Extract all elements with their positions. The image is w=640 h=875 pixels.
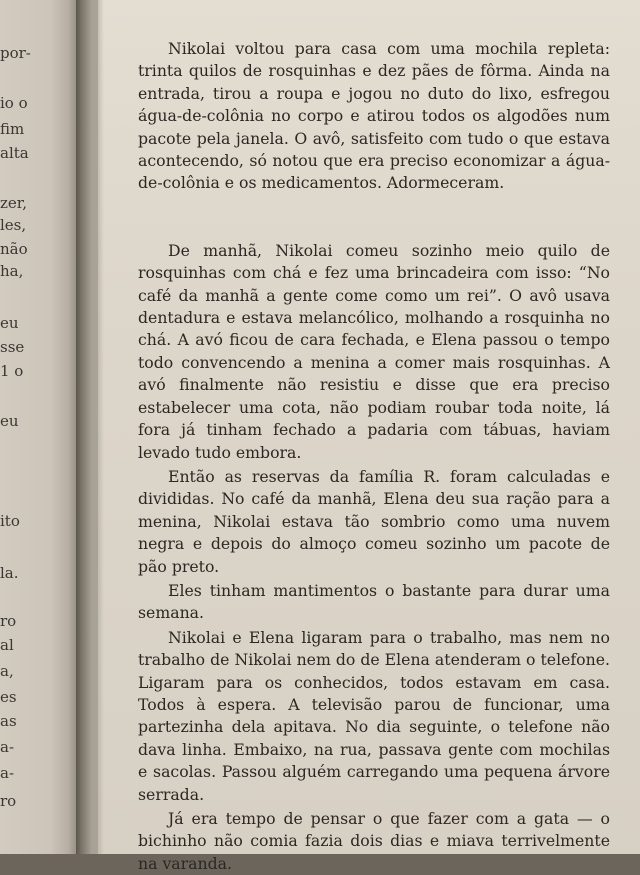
left-page-fragment: por- [0,44,31,62]
left-page [0,0,80,854]
book-gutter [76,0,104,854]
left-page-fragment: io o [0,94,28,112]
left-page-fragment: zer, [0,194,28,212]
paragraph-1: Nikolai voltou para casa com uma mochila repleta: trinta quilos de rosquinhas e dez pães de fôrma. Ainda na entrada, tirou a roupa e jogou no duto do lixo, esfregou água-de-colônia no corpo e atirou todos os algodões num pacote pela janela. O avô, satisfeito com tudo o que estava acontecendo, só notou que era preciso economizar a água-de-colônia e os medicamentos. Adormeceram. [138,39,610,193]
left-page-fragment: eu [0,314,19,332]
left-page-fragment: ro [0,792,17,810]
left-page-fragment: les, [0,216,27,234]
left-page-fragment: ha, [0,262,24,280]
paragraph-5: Nikolai e Elena ligaram para o trabalho, mas nem no trabalho de Nikolai nem do de Elena atenderam o telefone. Ligaram para os conhecidos, todos estavam em casa. Todos à espera. A televisão parou de funcionar, uma partezinha dela apitava. No dia seguinte, o telefone não dava linha. Embaixo, na rua, passava gente com mochilas e sacolas. Passou alguém carregando uma pequena árvore serrada. [138,627,610,804]
left-page-fragment: as [0,712,17,730]
left-page-fragment: a- [0,764,15,782]
left-page-fragment: sse [0,338,25,356]
paragraph-6: Já era tempo de pensar o que fazer com a gata — o bichinho não comia fazia dois dias e miava terrivelmente na varanda. [138,809,610,873]
left-page-fragment: não [0,240,28,258]
left-page-fragment: ito [0,512,20,530]
left-page-fragment: la. [0,564,19,582]
left-page-fragment: a- [0,738,15,756]
paragraph-4: Eles tinham mantimentos o bastante para durar uma semana. [138,580,610,623]
left-page-fragment: fim [0,120,25,138]
left-page-fragment: 1 o [0,362,24,380]
left-page-fragment: alta [0,144,29,162]
left-page-fragment: a, [0,662,14,680]
paragraph-2: De manhã, Nikolai comeu sozinho meio quilo de rosquinhas com chá e fez uma brincadeira com isso: “No café da manhã a gente come como um rei”. O avô usava dentadura e estava melancólico, molhando a rosquinha no chá. A avó ficou de cara fechada, e Elena passou o tempo todo convencendo a menina a comer mais rosquinhas. A avó finalmente não resistiu e disse que era preciso estabelecer uma cota, não podiam roubar toda noite, lá fora já tinham fechado a padaria com tábuas, haviam levado tudo embora. [138,240,610,462]
left-page-fragment: ro [0,612,17,630]
paragraph-3: Então as reservas da família R. foram calculadas e divididas. No café da manhã, Elena deu sua ração para a menina, Nikolai estava tão sombrio como uma nuvem negra e depois do almoço comeu sozinho um pacote de pão preto. [138,466,610,576]
left-page-fragment: eu [0,412,19,430]
left-page-fragment: es [0,688,17,706]
left-page-text-fragments [0,0,80,854]
right-page-text [138,38,610,875]
left-page-fragment: al [0,636,14,654]
